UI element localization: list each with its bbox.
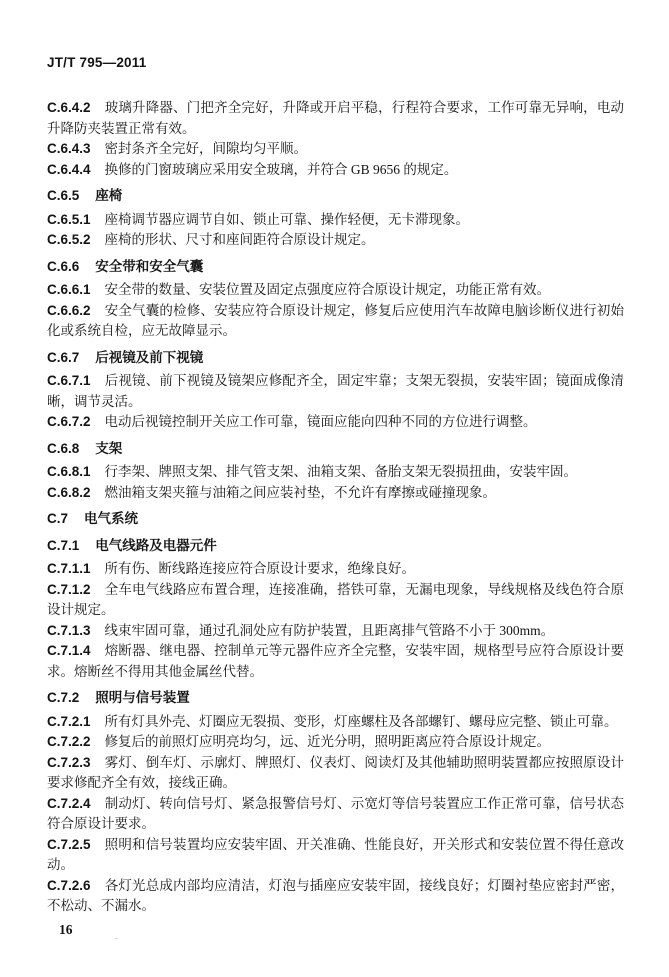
clause-number: C.6.4.3 bbox=[47, 141, 91, 156]
clause-paragraph bbox=[47, 98, 624, 139]
section-heading-text: 安全带和安全气囊 bbox=[95, 258, 204, 274]
clause-paragraph bbox=[47, 139, 624, 160]
clause-text: 各灯光总成内部均应清洁，灯泡与插座应安装牢固，接线良好；灯圈衬垫应密封严密，不松动、不漏水。 bbox=[47, 877, 624, 913]
clause-number: C.6.7.1 bbox=[47, 373, 91, 388]
clause-text: 熔断器、继电器、控制单元等元器件应齐全完整，安装牢固，规格型号应符合原设计要求。熔断丝不得用其他金属丝代替。 bbox=[47, 643, 624, 679]
clause-text: 照明和信号装置均应安装牢固、开关准确、性能良好，开关形式和安装位置不得任意改动。 bbox=[47, 836, 624, 872]
clause-number: C.6.5.1 bbox=[47, 211, 91, 227]
clause-paragraph bbox=[47, 876, 624, 917]
section-heading bbox=[47, 186, 624, 207]
section-heading bbox=[47, 688, 624, 709]
clause-paragraph bbox=[47, 559, 624, 580]
clause-text: 线束牢固可靠，通过孔洞处应有防护装置，且距离排气管路不小于 300mm。 bbox=[104, 622, 555, 638]
page-number: 16 bbox=[59, 921, 73, 937]
section-heading-text: 电气系统 bbox=[84, 511, 139, 526]
clause-number: C.7.1.4 bbox=[47, 643, 91, 658]
clause-text: 全车电气线路应布置合理，连接准确，搭铁可靠，无漏电现象，导线规格及线色符合原设计规定。 bbox=[47, 581, 624, 617]
clause-number: C.6.7 bbox=[47, 349, 80, 365]
clause-text: 制动灯、转向信号灯、紧急报警信号灯、示宽灯等信号装置应工作正常可靠，信号状态符合原设计要求。 bbox=[47, 795, 624, 831]
clause-paragraph bbox=[47, 732, 624, 753]
clause-number: C.7 bbox=[47, 511, 69, 526]
clause-number: C.7.2 bbox=[47, 690, 80, 705]
standard-number-header: JT/T 795—2011 bbox=[47, 55, 147, 70]
clause-number: C.7.2.4 bbox=[47, 795, 91, 811]
clause-number: C.7.1 bbox=[47, 537, 80, 553]
clause-text: 后视镜、前下视镜及镜架应修配齐全，固定牢靠；支架无裂损，安装牢固；镜面成像清晰，调节灵活。 bbox=[47, 373, 624, 409]
document-body bbox=[47, 98, 624, 917]
clause-paragraph bbox=[47, 641, 624, 682]
clause-paragraph bbox=[47, 462, 624, 483]
clause-paragraph bbox=[47, 794, 624, 835]
clause-number: C.6.8 bbox=[47, 440, 80, 456]
section-heading bbox=[47, 439, 624, 460]
clause-number: C.7.2.5 bbox=[47, 836, 91, 852]
clause-text: 密封条齐全完好，间隙均匀平顺。 bbox=[104, 141, 308, 156]
section-heading bbox=[47, 509, 624, 530]
clause-paragraph bbox=[47, 230, 624, 251]
clause-number: C.6.4.2 bbox=[47, 100, 91, 115]
section-heading bbox=[47, 257, 624, 278]
clause-text: 雾灯、倒车灯、示廓灯、牌照灯、仪表灯、阅读灯及其他辅助照明装置都应按照原设计要求修配齐全有效，接线正确。 bbox=[47, 754, 624, 790]
scan-artifact bbox=[115, 938, 118, 939]
section-heading-text: 电气线路及电器元件 bbox=[95, 537, 217, 553]
clause-text: 安全气囊的检修、安装应符合原设计规定，修复后应使用汽车故障电脑诊断仪进行初始化或系统自检，应无故障显示。 bbox=[47, 302, 624, 338]
clause-text: 电动后视镜控制开关应工作可靠，镜面应能向四种不同的方位进行调整。 bbox=[104, 414, 537, 429]
clause-number: C.6.5 bbox=[47, 188, 80, 203]
clause-text: 安全带的数量、安装位置及固定点强度应符合原设计规定，功能正常有效。 bbox=[104, 282, 551, 297]
clause-text: 换修的门窗玻璃应采用安全玻璃，并符合 GB 9656 的规定。 bbox=[104, 161, 458, 177]
clause-number: C.6.5.2 bbox=[47, 232, 91, 247]
clause-text: 所有伤、断线路连接应符合原设计要求，绝缘良好。 bbox=[104, 561, 416, 576]
clause-paragraph bbox=[47, 371, 624, 412]
clause-number: C.7.2.3 bbox=[47, 754, 91, 770]
clause-paragraph bbox=[47, 835, 624, 876]
section-heading-text: 座椅 bbox=[95, 188, 123, 203]
clause-paragraph bbox=[47, 412, 624, 433]
clause-text: 燃油箱支架夹箍与油箱之间应装衬垫，不允许有摩擦或碰撞现象。 bbox=[104, 484, 497, 500]
clause-text: 修复后的前照灯应明亮均匀，远、近光分明，照明距离应符合原设计规定。 bbox=[104, 734, 551, 749]
clause-number: C.6.6 bbox=[47, 258, 80, 274]
clause-number: C.6.4.4 bbox=[47, 161, 91, 177]
clause-number: C.6.8.2 bbox=[47, 484, 91, 500]
clause-paragraph bbox=[47, 210, 624, 231]
section-heading bbox=[47, 348, 624, 369]
clause-number: C.6.6.2 bbox=[47, 302, 91, 318]
clause-paragraph bbox=[47, 712, 624, 733]
clause-number: C.7.2.2 bbox=[47, 734, 91, 749]
clause-number: C.6.7.2 bbox=[47, 414, 91, 429]
clause-paragraph bbox=[47, 483, 624, 504]
clause-number: C.7.1.1 bbox=[47, 561, 91, 576]
section-heading bbox=[47, 536, 624, 557]
clause-text: 行李架、牌照支架、排气管支架、油箱支架、备胎支架无裂损扭曲，安装牢固。 bbox=[104, 464, 578, 479]
clause-paragraph bbox=[47, 280, 624, 301]
clause-number: C.6.8.1 bbox=[47, 464, 91, 479]
clause-text: 所有灯具外壳、灯圈应无裂损、变形，灯座螺柱及各部螺钉、螺母应完整、锁止可靠。 bbox=[104, 713, 618, 729]
clause-number: C.7.1.3 bbox=[47, 622, 91, 638]
clause-paragraph bbox=[47, 301, 624, 342]
clause-number: C.7.2.1 bbox=[47, 713, 91, 729]
clause-text: 玻璃升降器、门把齐全完好，升降或开启平稳，行程符合要求，工作可靠无异响，电动升降防夹装置正常有效。 bbox=[47, 100, 624, 136]
section-heading-text: 支架 bbox=[95, 440, 123, 456]
clause-text: 座椅调节器应调节自如、锁止可靠、操作轻便，无卡滞现象。 bbox=[104, 211, 470, 227]
clause-number: C.6.6.1 bbox=[47, 282, 91, 297]
clause-number: C.7.1.2 bbox=[47, 581, 91, 597]
section-heading-text: 照明与信号装置 bbox=[95, 690, 190, 705]
clause-number: C.7.2.6 bbox=[47, 877, 91, 893]
clause-paragraph bbox=[47, 753, 624, 794]
clause-paragraph bbox=[47, 580, 624, 621]
clause-paragraph bbox=[47, 160, 624, 181]
section-heading-text: 后视镜及前下视镜 bbox=[95, 349, 204, 365]
clause-text: 座椅的形状、尺寸和座间距符合原设计规定。 bbox=[104, 232, 375, 247]
clause-paragraph bbox=[47, 621, 624, 642]
